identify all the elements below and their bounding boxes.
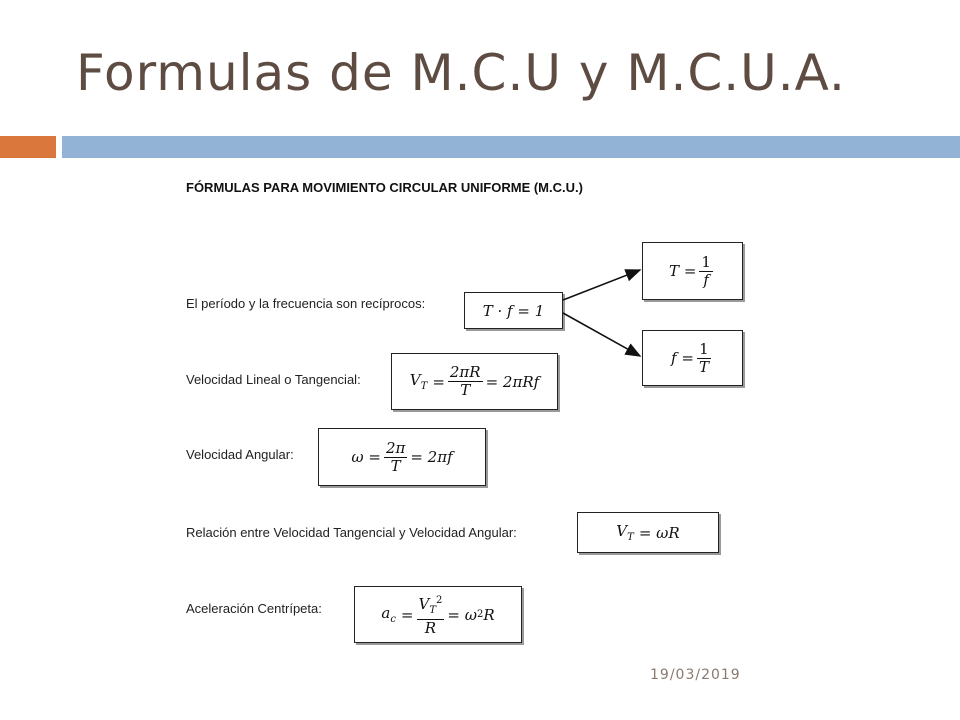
linear-velocity-lhs-sub: T	[420, 381, 428, 392]
angular-velocity-denominator: T	[390, 456, 401, 475]
centripetal-lhs-sub: c	[390, 614, 396, 625]
centripetal-label: Aceleración Centrípeta:	[186, 601, 322, 616]
centripetal-numerator-sup: 2	[436, 595, 443, 606]
frequency-formula-denominator: T	[698, 357, 709, 376]
relation-label: Relación entre Velocidad Tangencial y Velocidad Angular:	[186, 525, 517, 540]
linear-velocity-lhs: V	[409, 371, 421, 389]
period-formula-numerator: 1	[701, 252, 711, 271]
centripetal-denominator: R	[424, 619, 437, 637]
angular-velocity-fraction	[384, 440, 407, 475]
linear-velocity-box	[391, 353, 558, 410]
slide-title: Formulas de M.C.U y M.C.U.A.	[76, 44, 846, 102]
relation-box	[577, 512, 719, 553]
slide-date: 19/03/2019	[650, 667, 741, 683]
arrow-to-period	[563, 270, 640, 300]
relation-lhs: V	[616, 522, 628, 540]
frequency-formula-numerator: 1	[699, 339, 709, 358]
linear-velocity-fraction	[448, 364, 483, 399]
frequency-formula-lhs: f =	[671, 349, 694, 367]
centripetal-box	[354, 586, 522, 643]
linear-velocity-eq: =	[432, 372, 445, 391]
angular-velocity-rhs: = 2πf	[410, 448, 453, 466]
linear-velocity-denominator: T	[460, 381, 471, 399]
relation-lhs-sub: T	[627, 532, 634, 543]
centripetal-numerator-v: V	[418, 595, 430, 613]
centripetal-eq: =	[400, 605, 414, 624]
sheet-heading: FÓRMULAS PARA MOVIMIENTO CIRCULAR UNIFORME (M.C.U.)	[186, 180, 583, 195]
angular-velocity-lhs: ω =	[351, 448, 381, 466]
centripetal-lhs: a	[381, 604, 391, 622]
linear-velocity-numerator: 2πR	[449, 363, 481, 381]
centripetal-fraction	[417, 592, 445, 637]
centripetal-rhs-post: R	[483, 605, 495, 624]
period-label: El período y la frecuencia son recíprocos:	[186, 296, 426, 311]
period-formula-denominator: f	[703, 270, 709, 289]
period-product-formula: T · f = 1	[482, 301, 545, 320]
period-formula-lhs: T =	[669, 262, 697, 280]
angular-velocity-label: Velocidad Angular:	[186, 447, 294, 462]
centripetal-numerator-sub: T	[429, 605, 437, 616]
centripetal-numerator	[417, 592, 445, 620]
centripetal-rhs-sup: 2	[476, 609, 484, 620]
centripetal-rhs-pre: = ω	[447, 605, 477, 624]
linear-velocity-rhs: = 2πRf	[485, 372, 540, 391]
relation-rhs: = ωR	[638, 523, 680, 542]
angular-velocity-box	[318, 428, 486, 486]
linear-velocity-label: Velocidad Lineal o Tangencial:	[186, 372, 361, 387]
arrow-to-frequency	[563, 313, 640, 356]
angular-velocity-numerator: 2π	[385, 438, 406, 457]
